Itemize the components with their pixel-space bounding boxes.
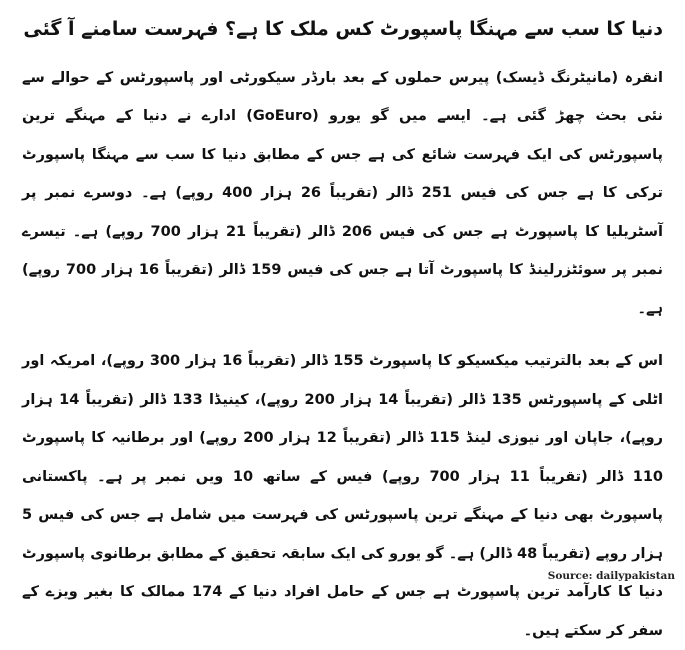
article-headline: دنیا کا سب سے مہنگا پاسپورٹ کس ملک کا ہے؟ فہرست سامنے آ گئی [23, 18, 663, 40]
source-credit: Source: dailypakistan [547, 570, 675, 582]
article-paragraph-1: انقرہ (مانیٹرنگ ڈیسک) پیرس حملوں کے بعد بارڈر سیکورٹی اور پاسپورٹس کے حوالے سے نئی بحث چھڑ گئی ہے۔ ایسے میں گو یورو (GoEuro) ادارے نے دنیا کے مہنگے ترین پاسپورٹس کی ایک فہرست شائع کی ہے جس کے مطابق دنیا کا سب سے مہنگا پاسپورٹ ترکی کا ہے جس کی فیس 251 ڈالر (تقریباً 26 ہزار 400 روپے) ہے۔ دوسرے نمبر پر آسٹریلیا کا پاسپورٹ ہے جس کی فیس 206 ڈالر (تقریباً 21 ہزار 700 روپے) ہے۔ تیسرے نمبر پر سوئٹزرلینڈ کا پاسپورٹ آتا ہے جس کی فیس 159 ڈالر (تقریباً 16 ہزار 700 روپے) ہے۔ [22, 69, 664, 317]
article-paragraph-2: اس کے بعد بالترتیب میکسیکو کا پاسپورٹ 155 ڈالر (تقریباً 16 ہزار 300 روپے)، امریکہ اور اٹلی کے پاسپورٹس 135 ڈالر (تقریباً 14 ہزار 200 روپے)، کینیڈا 133 ڈالر (تقریباً 14 ہزار روپے)، جاپان اور نیوزی لینڈ 115 ڈالر (تقریباً 12 ہزار 200 روپے) اور برطانیہ کا پاسپورٹ 110 ڈالر (تقریباً 11 ہزار 700 روپے) فیس کے ساتھ 10 ویں نمبر پر ہے۔ پاکستانی پاسپورٹ بھی دنیا کے مہنگے ترین پاسپورٹس کی فہرست میں شامل ہے جس کی فیس 5 ہزار روپے (تقریباً 48 ڈالر) ہے۔ گو یورو کی ایک سابقہ تحقیق کے مطابق برطانوی پاسپورٹ دنیا کا کارآمد ترین پاسپورٹ ہے جس کے حامل افراد دنیا کے 174 ممالک کا بغیر ویزے کے سفر کر سکتے ہیں۔ [22, 353, 664, 639]
